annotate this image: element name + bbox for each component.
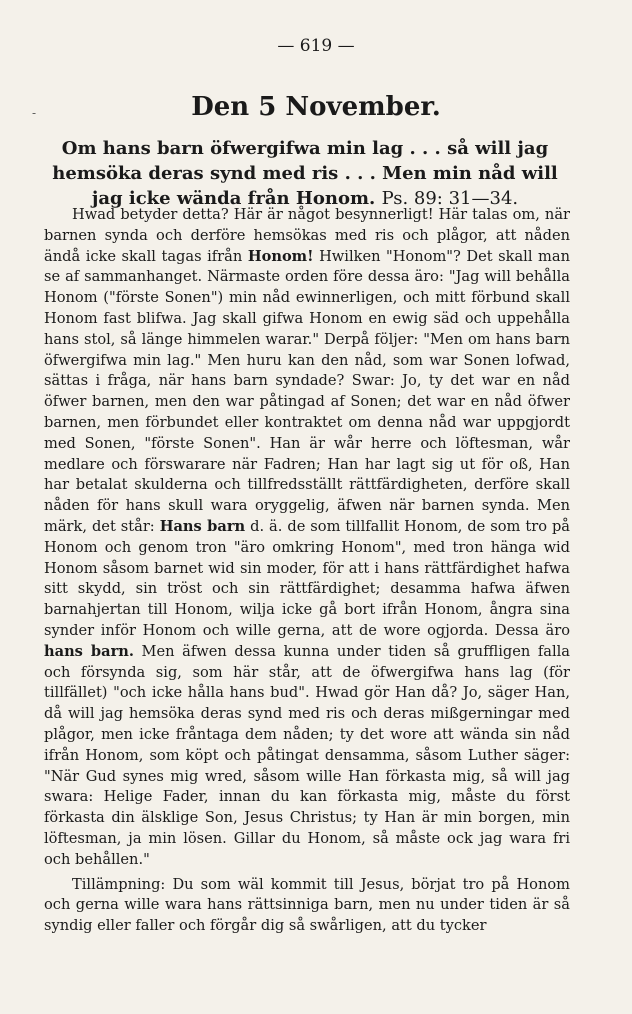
margin-mark: - (32, 106, 37, 120)
body-text (44, 205, 570, 937)
bold-text: hans barn. (44, 642, 134, 660)
text-run: Hwilken "Honom"? Det skall man se af sammanhanget. Närmaste orden före dessa äro: "Jag will behålla Honom ("förste Sonen") min nåd ewinnerligen, och mitt förbund skall Honom fast blifwa. Jag skall gifwa Honom en ewig säd och uppehålla hans stol, så länge himmelen warar." Derpå följer: "Men om hans barn öfwergifwa min lag." Men huru kan den nåd, som war Sonen lofwad, sättas i fråga, när hans barn syndade? Swar: Jo, ty det war en nåd öfwer barnen, men den war påtingad af Sonen; det war en nåd öfwer barnen, men förbundet eller kontraktet om denna nåd war uppgjordt med Sonen, "förste Sonen". Han är wår herre och löftesman, wår medlare och förswarare när Fadren; Han har lagt sig ut för oß, Han har betalat skulderna och tillfredsställt rättfärdigheten, derföre skall nåden för hans skull wara oryggelig, äfwen när barnen synda. Men märk, det står: (44, 247, 570, 535)
scripture-header (50, 136, 560, 211)
text-run: Men äfwen dessa kunna under tiden så gruffligen falla och försynda sig, som här står, att de öfwergifwa hans lag (för tillfället) "och icke hålla hans bud". Hwad gör Han då? Jo, säger Han, då will jag hemsöka deras synd med ris och deras mißgerningar med plågor, men icke fråntaga dem nåden; ty det wore att wända sin nåd ifrån Honom, som köpt och påtingat densamma, såsom Luther säger: "När Gud synes mig wred, såsom wille Han förkasta mig, så will jag swara: Helige Fader, innan du kan förkasta mig, måste du först förkasta din älsklige Son, Jesus Christus; ty Han är min borgen, min löftesman, ja min lösen. Gillar du Honom, så måste ock jag wara fri och behållen." (44, 642, 571, 868)
paragraph-main (44, 205, 570, 871)
page-title: Den 5 November. (191, 92, 441, 122)
paragraph-application: Tillämpning: Du som wäl kommit till Jesus, börjat tro på Honom och gerna wille wara hans rättsinniga barn, men nu under tiden är så syndig eller faller och förgår dig så swårligen, att du tycker (44, 875, 570, 935)
scripture-quote: Om hans barn öfwergifwa min lag . . . så will jag hemsöka deras synd med ris . . . Men min nåd will jag icke wända från Honom. (52, 138, 558, 209)
bold-text: Honom! (247, 247, 314, 265)
scripture-reference: Ps. 89: 31—34. (381, 188, 519, 209)
bold-text: Hans barn (159, 517, 246, 535)
text-run: Hwad betyder detta? Här är något besynnerligt! Här talas om, när barnen synda och derföre hemsökas med ris och plågor, att nåden ändå icke skall tagas ifrån (44, 206, 570, 265)
page-number: — 619 — (277, 36, 355, 56)
text-run: d. ä. de som tillfallit Honom, de som tro på Honom och genom tron "äro omkring Honom", med tron hänga wid Honom såsom barnet wid sin moder, för att i hans rättfärdighet hafwa sitt skydd, sin tröst och sin rättfärdighet; desamma hafwa äfwen barnahjertan till Honom, wilja icke gå bort ifrån Honom, ångra sina synder inför Honom och wille gerna, att de wore ogjorda. Dessa äro (44, 517, 570, 639)
